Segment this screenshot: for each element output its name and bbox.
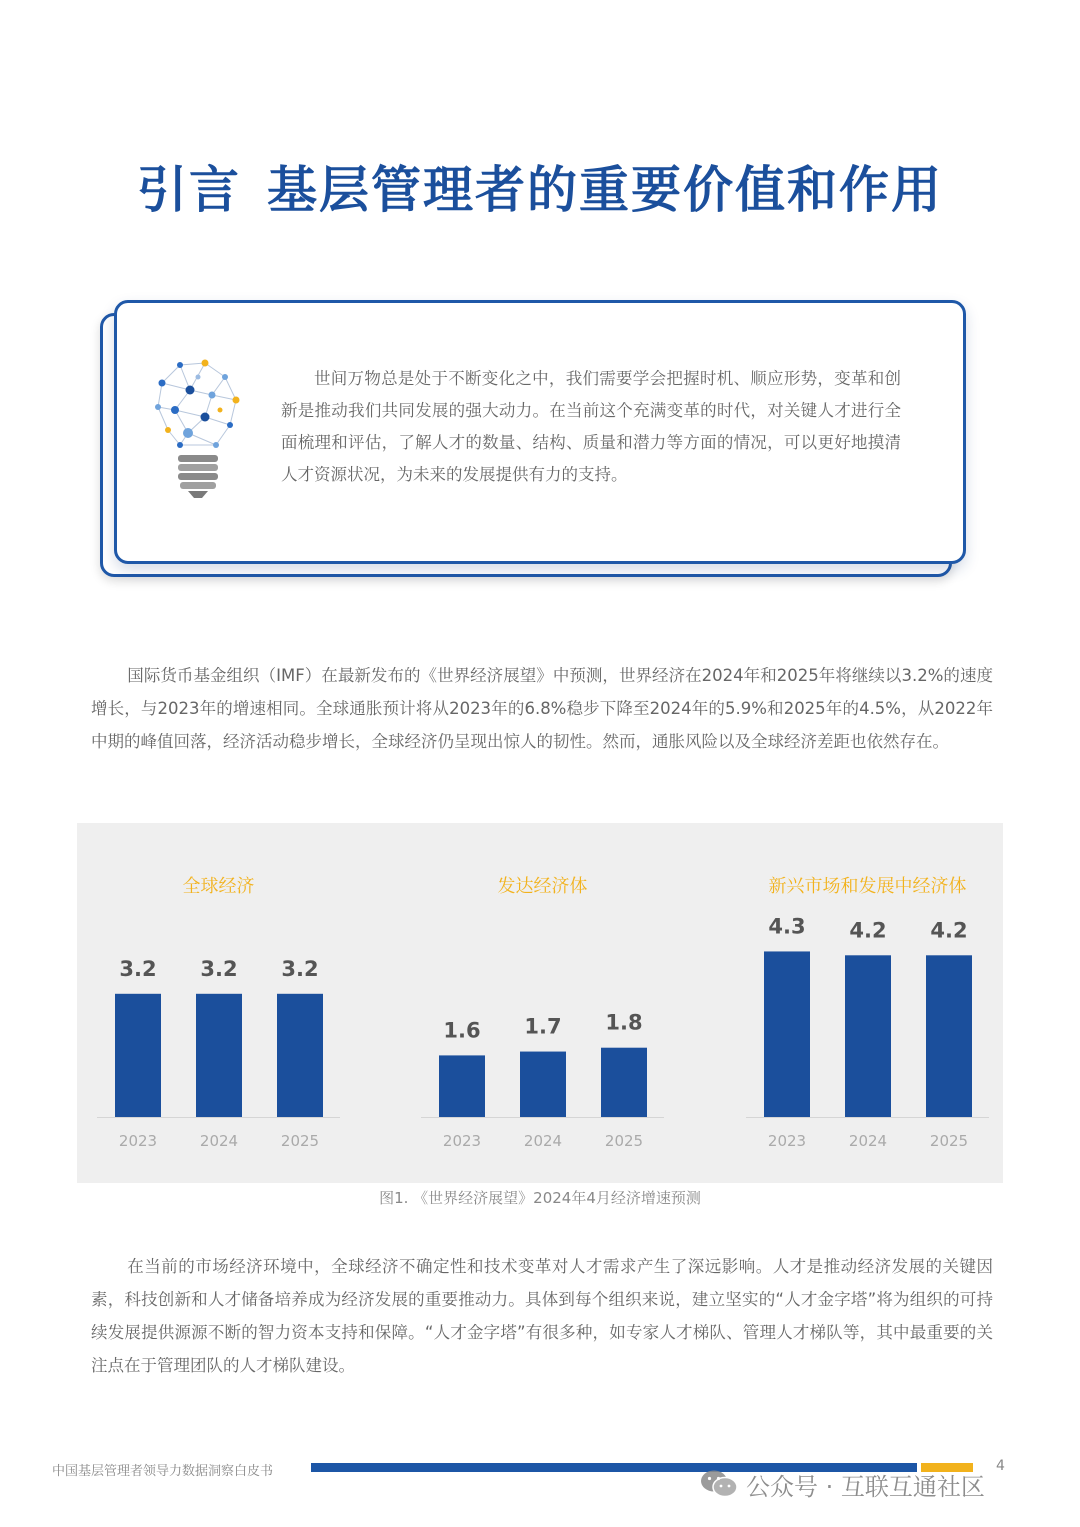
- x-tick-label: 2023: [442, 1132, 482, 1150]
- chart-bar: [115, 994, 161, 1117]
- chart-bar: [439, 1055, 485, 1117]
- x-tick-label: 2025: [280, 1132, 320, 1150]
- watermark-text: 公众号 · 互联互通社区: [746, 1472, 985, 1501]
- chart-bar: [520, 1052, 566, 1117]
- chart-bar: [764, 951, 810, 1117]
- bar-value-label: 3.2: [200, 956, 238, 981]
- chart-title: 全球经济: [182, 876, 255, 897]
- x-tick-label: 2024: [199, 1132, 239, 1150]
- wechat-icon: [700, 1469, 738, 1499]
- chart-bar: [277, 994, 323, 1117]
- chart-bar: [196, 994, 242, 1117]
- x-tick-label: 2025: [929, 1132, 969, 1150]
- chart-title: 新兴市场和发展中经济体: [768, 876, 967, 897]
- bar-value-label: 4.3: [768, 914, 806, 939]
- watermark: [700, 1466, 985, 1502]
- x-tick-label: 2024: [523, 1132, 563, 1150]
- page-number: 4: [996, 1458, 1005, 1474]
- x-tick-label: 2023: [118, 1132, 158, 1150]
- title-prefix: 引言: [137, 161, 241, 219]
- x-tick-label: 2023: [767, 1132, 807, 1150]
- x-tick-label: 2024: [848, 1132, 888, 1150]
- chart-title: 发达经济体: [497, 876, 588, 897]
- title-main: 基层管理者的重要价值和作用: [267, 161, 943, 219]
- bar-value-label: 3.2: [281, 956, 319, 981]
- bar-value-label: 3.2: [119, 956, 157, 981]
- body-paragraph-1: 国际货币基金组织（IMF）在最新发布的《世界经济展望》中预测，世界经济在2024年和2025年将继续以3.2%的速度增长，与2023年的增速相同。全球通胀预计将从2023年的6.8%稳步下降至2024年的5.9%和2025年的4.5%，从2022年中期的峰值回落，经济活动稳步增长，全球经济仍呈现出惊人的韧性。然而，通胀风险以及全球经济差距也依然存在。: [91, 666, 993, 751]
- chart-caption: 图1. 《世界经济展望》2024年4月经济增速预测: [379, 1189, 701, 1207]
- bar-value-label: 1.6: [443, 1018, 481, 1043]
- bar-value-label: 1.8: [605, 1010, 643, 1035]
- chart-bar: [926, 955, 972, 1117]
- x-tick-label: 2025: [604, 1132, 644, 1150]
- chart-bar: [601, 1048, 647, 1117]
- bar-value-label: 4.2: [849, 918, 887, 943]
- bar-value-label: 1.7: [524, 1014, 562, 1039]
- bar-value-label: 4.2: [930, 918, 968, 943]
- body-paragraph-2: 在当前的市场经济环境中，全球经济不确定性和技术变革对人才需求产生了深远影响。人才是推动经济发展的关键因素，科技创新和人才储备培养成为经济发展的重要推动力。具体到每个组织来说，建立坚实的“人才金字塔”将为组织的可持续发展提供源源不断的智力资本支持和保障。“人才金字塔”有很多种，如专家人才梯队、管理人才梯队等，其中最重要的关注点在于管理团队的人才梯队建设。: [91, 1257, 993, 1375]
- chart-bar: [845, 955, 891, 1117]
- footer-label: 中国基层管理者领导力数据洞察白皮书: [52, 1464, 274, 1479]
- intro-card-text: 世间万物总是处于不断变化之中，我们需要学会把握时机、顺应形势，变革和创新是推动我们共同发展的强大动力。在当前这个充满变革的时代，对关键人才进行全面梳理和评估，了解人才的数量、结构、质量和潜力等方面的情况，可以更好地摸清人才资源状况，为未来的发展提供有力的支持。: [281, 369, 901, 484]
